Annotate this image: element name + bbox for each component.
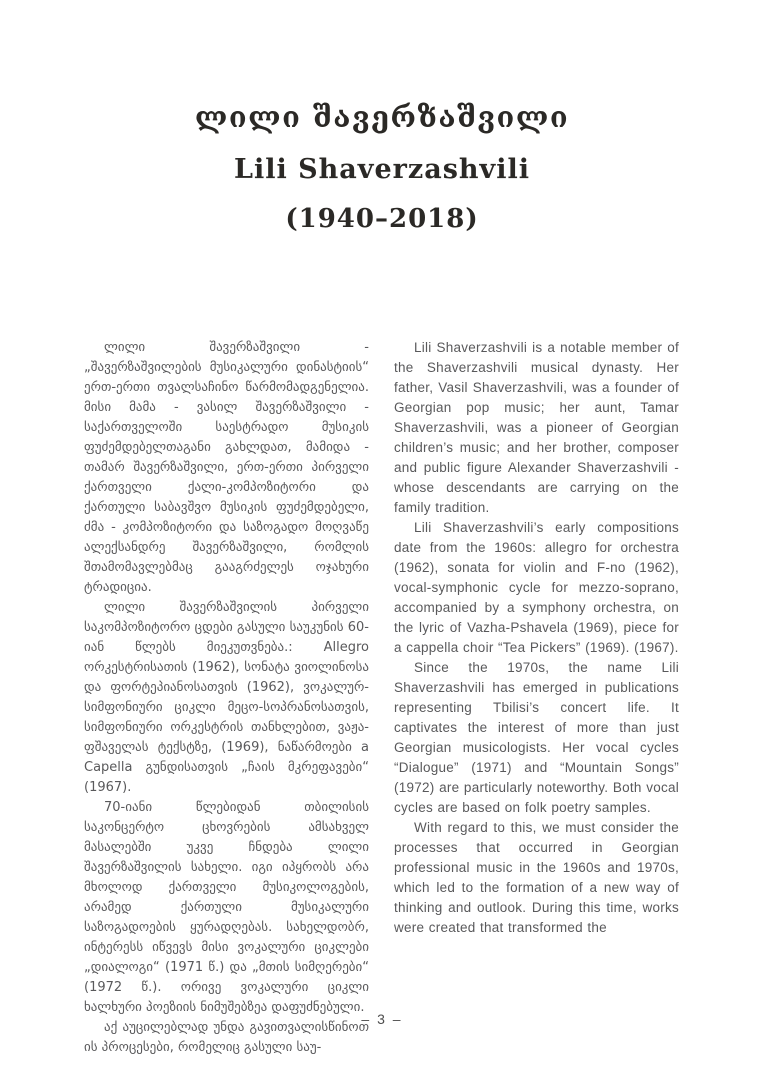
- english-paragraph: Lili Shaverzashvili’s early compositions date from the 1960s: allegro for orchestra (1962), sonata for violin and F-no (1962), vocal-symphonic cycle for mezzo-soprano, accompanied by a symphony orchestra, on the lyric of Vazha-Pshavela (1969), piece for a cappella choir “Tea Pickers” (1969). (1967).: [394, 520, 679, 655]
- two-column-article: [84, 338, 680, 1058]
- english-paragraph: Lili Shaverzashvili is a notable member of the Shaverzashvili musical dynasty. Her father, Vasil Shaverzashvili, was a founder of Georgian pop music; her aunt, Tamar Shaverzashvili, was a pioneer of Georgian children’s music; and her brother, composer and public figure Alexander Shaverzashvili - whose descendants are carrying on the family tradition.: [394, 340, 679, 515]
- page-number: – 3 –: [361, 1011, 403, 1027]
- georgian-paragraph: ლილი შავერზაშვილი - „შავერზაშვილების მუსიკალური დინასტიის“ ერთ-ერთი თვალსაჩინო წარმომადგენელია. მისი მამა - ვასილ შავერზაშვილი - საქართველოში საესტრადო მუსიკის ფუძემდებელთაგანი გახლდათ, მამიდა - თამარ შავერზაშვილი, ერთ-ერთი პირველი ქართველი ქალი-კომპოზიტორი და ქართული საბავშვო მუსიკის ფუძემდებელი, ძმა - კომპოზიტორი და საზოგადო მოღვაწე ალექსანდრე შავერზაშვილი, რომლის შთამომავლებმაც გააგრძელეს ოჯახური ტრადიცია.: [84, 340, 369, 595]
- english-paragraph: With regard to this, we must consider the processes that occurred in Georgian professional music in the 1960s and 1970s, which led to the formation of a new way of thinking and outlook. During this time, works were created that transformed the: [394, 820, 679, 935]
- page-title-latin: Lili Shaverzashvili: [234, 154, 530, 185]
- life-years: (1940–2018): [285, 204, 479, 234]
- georgian-paragraph: ლილი შავერზაშვილის პირველი საკომპოზიტორო ცდები გასული საუკუნის 60-იან წლებს მიეკუთვნება.: Allegro ორკესტრისათის (1962), სონატა ვიოლინოსა და ფორტეპიანოსათვის (1962), ვოკალურ-სიმფონიური ციკლი მეცო-სოპრანოსათვის, სიმფონიური ორკესტრის თანხლებით, ვაჟა-ფშაველას ტექსტზე, (1969), ნაწარმოები a Capella გუნდისათვის „ჩაის მკრეფავები“ (1967).: [84, 600, 369, 795]
- english-column: [394, 338, 679, 1058]
- page-header: [0, 100, 764, 234]
- page-footer: [0, 1011, 764, 1027]
- page-title-georgian: ლილი შავერზაშვილი: [194, 100, 570, 134]
- english-paragraph: Since the 1970s, the name Lili Shaverzashvili has emerged in publications representing Tbilisi’s concert life. It captivates the interest of more than just Georgian musicologists. Her vocal cycles “Dialogue” (1971) and “Mountain Songs” (1972) are particularly noteworthy. Both vocal cycles are based on folk poetry samples.: [394, 660, 679, 815]
- georgian-column: [84, 338, 369, 1058]
- georgian-paragraph: აქ აუცილებლად უნდა გავითვალისწინოთ ის პროცესები, რომელიც გასული საუ-: [84, 1020, 369, 1055]
- georgian-paragraph: 70-იანი წლებიდან თბილისის საკონცერტო ცხოვრების ამსახველ მასალებში უკვე ჩნდება ლილი შავერზაშვილის სახელი. იგი იპყრობს არა მხოლოდ ქართველი მუსიკოლოგების, არამედ ქართული მუსიკალური საზოგადოების ყურადღებას. სახელდობრ, ინტერესს იწვევს მისი ვოკალური ციკლები „დიალოგი“ (1971 წ.) და „მთის სიმღერები“ (1972 წ.). ორივე ვოკალური ციკლი ხალხური პოეზიის ნიმუშებზეა დაფუძნებული.: [84, 800, 369, 1015]
